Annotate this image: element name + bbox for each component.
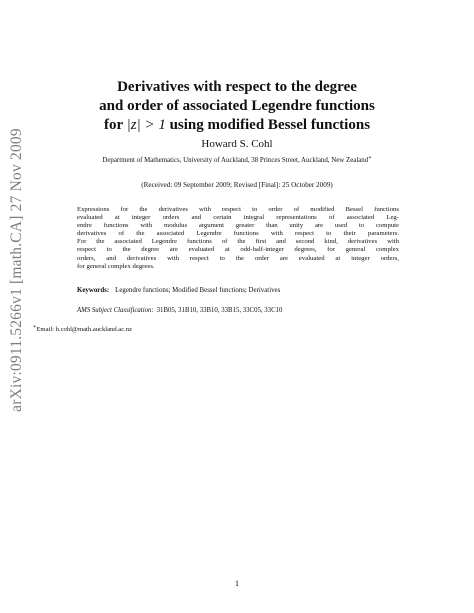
ams-label: AMS Subject Classification: (77, 307, 154, 314)
abstract (77, 206, 399, 271)
abstract-line: orders, and derivatives with respect to the order are evaluated at integer orders, (77, 254, 399, 262)
keywords-label: Keywords: (77, 287, 110, 294)
author-name: Howard S. Cohl (201, 138, 273, 150)
arxiv-stamp-text: arXiv:0911.5266v1 [math.CA] 27 Nov 2009 (8, 127, 25, 412)
footnote-mark: ∗ (33, 325, 37, 330)
footnote-email: Email: h.cohl@math.auckland.ac.nz (36, 326, 133, 333)
abstract-line: respect to the degree are evaluated at odd-half-integer degrees, for general complex (77, 246, 399, 254)
affiliation-footnote-mark: ∗ (368, 156, 372, 161)
abstract-line: derivatives of the associated Legendre functions with respect to their parameters. (77, 230, 399, 238)
abstract-line: endre functions with modulus argument greater than unity are used to compute (77, 222, 399, 230)
title-line-3-prefix: for (103, 117, 127, 133)
author-affiliation (40, 157, 434, 164)
ams-classification (77, 307, 407, 314)
email-footnote (33, 326, 333, 333)
page-number: 1 (234, 578, 240, 588)
abstract-line: evaluated at integer orders and certain integral representations of associated Leg- (77, 214, 399, 222)
title-line-2: and order of associated Legendre functions (99, 98, 375, 114)
title-line-3-suffix: using modified Bessel functions (165, 117, 371, 133)
paper-title (60, 78, 414, 135)
keywords-text: Legendre functions; Modified Bessel functions; Derivatives (115, 287, 281, 294)
title-line-1: Derivatives with respect to the degree (117, 79, 357, 95)
title-math-expression: |z| > 1 (126, 117, 166, 133)
abstract-line: For the associated Legendre functions of the first and second kind, derivatives with (77, 238, 399, 246)
abstract-line: Expressions for the derivatives with respect to order of modified Bessel functions (77, 206, 399, 213)
abstract-line: for general complex degrees. (77, 262, 155, 270)
title-line-3 (60, 116, 414, 135)
arxiv-stamp (3, 127, 31, 412)
ams-codes: 31B05, 31B10, 33B10, 33B15, 33C05, 33C10 (156, 307, 283, 314)
affiliation-text: Department of Mathematics, University of Auckland, 38 Princes Street, Auckland, New Zealand (102, 157, 369, 164)
keywords (77, 287, 407, 294)
received-dates: (Received: 09 September 2009; Revised [Final]: 25 October 2009) (141, 181, 333, 189)
